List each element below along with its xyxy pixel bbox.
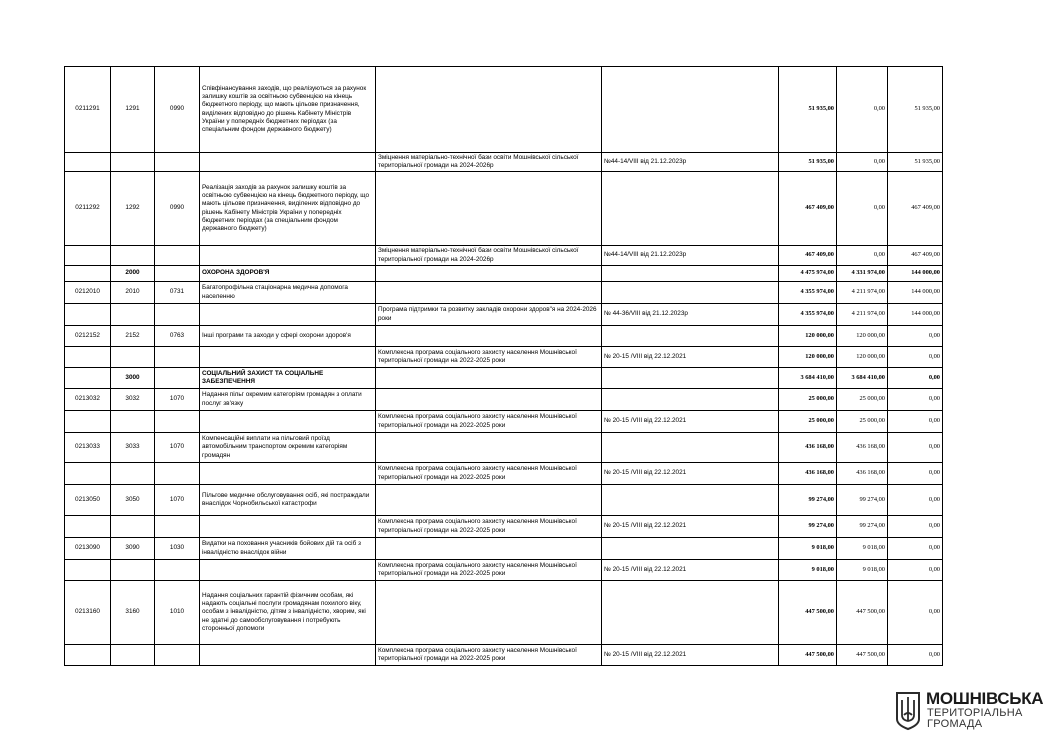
kpk-code-cell: 3032 (111, 389, 155, 411)
approval-document-cell (602, 433, 779, 463)
approval-document-cell: № 20-15 /VIII від 22.12.2021 (602, 645, 779, 666)
special-fund-cell: 0,00 (888, 389, 943, 411)
kpk-code-cell: 2010 (111, 282, 155, 304)
local-program-cell: Комплексна програма соціального захисту населення Мошнівської територіальної громади на 2022-2025 роки (376, 645, 602, 666)
kpk-code-cell (111, 347, 155, 368)
total-amount-cell: 467 409,00 (779, 246, 837, 266)
kfk-code-cell (155, 304, 200, 326)
kfk-code-cell: 1070 (155, 389, 200, 411)
kfk-code-cell (155, 246, 200, 266)
general-fund-cell: 9 018,00 (837, 560, 888, 581)
special-fund-cell: 467 409,00 (888, 246, 943, 266)
kpk-code-cell (111, 516, 155, 538)
local-program-cell: Комплексна програма соціального захисту населення Мошнівської територіальної громади на 2022-2025 роки (376, 560, 602, 581)
kfk-code-cell (155, 153, 200, 172)
local-program-cell (376, 538, 602, 560)
item-name-cell (200, 246, 376, 266)
general-fund-cell: 3 684 410,00 (837, 368, 888, 389)
total-amount-cell: 120 000,00 (779, 326, 837, 347)
kpk-code-cell (111, 463, 155, 485)
item-name-cell (200, 304, 376, 326)
program-code-cell: 0213033 (65, 433, 111, 463)
local-program-cell (376, 266, 602, 282)
general-fund-cell: 25 000,00 (837, 411, 888, 433)
program-code-cell: 0213032 (65, 389, 111, 411)
general-fund-cell: 436 168,00 (837, 463, 888, 485)
general-fund-cell: 120 000,00 (837, 347, 888, 368)
kfk-code-cell (155, 347, 200, 368)
special-fund-cell: 0,00 (888, 368, 943, 389)
general-fund-cell: 0,00 (837, 67, 888, 153)
table-row (65, 326, 943, 347)
special-fund-cell: 0,00 (888, 326, 943, 347)
general-fund-cell: 447 500,00 (837, 645, 888, 666)
kfk-code-cell: 0990 (155, 172, 200, 246)
table-row (65, 153, 943, 172)
local-program-cell: Комплексна програма соціального захисту населення Мошнівської територіальної громади на 2022-2025 роки (376, 411, 602, 433)
item-name-cell (200, 411, 376, 433)
kpk-code-cell: 2152 (111, 326, 155, 347)
kfk-code-cell (155, 645, 200, 666)
total-amount-cell: 99 274,00 (779, 516, 837, 538)
program-code-cell (65, 463, 111, 485)
table-body (65, 67, 943, 666)
kpk-code-cell (111, 411, 155, 433)
kpk-code-cell: 1292 (111, 172, 155, 246)
total-amount-cell: 447 500,00 (779, 645, 837, 666)
logo-subtitle-2: ГРОМАДА (927, 718, 983, 730)
local-program-cell (376, 485, 602, 516)
total-amount-cell: 4 475 974,00 (779, 266, 837, 282)
item-name-cell: Видатки на поховання учасників бойових дій та осіб з інвалідністю внаслідок війни (200, 538, 376, 560)
program-code-cell (65, 560, 111, 581)
approval-document-cell (602, 266, 779, 282)
item-name-cell: Надання соціальних гарантій фізичним особам, які надають соціальні послуги громадянам похилого віку, особам з інвалідністю, дітям з інвалідністю, хворим, які не здатні до самообслуговування і потребують сторонньої допомоги (200, 581, 376, 645)
program-code-cell: 0213160 (65, 581, 111, 645)
program-code-cell (65, 368, 111, 389)
item-name-cell: Пільгове медичне обслуговування осіб, які постраждали внаслідок Чорнобильської катастрофи (200, 485, 376, 516)
kpk-code-cell (111, 645, 155, 666)
approval-document-cell (602, 389, 779, 411)
special-fund-cell: 0,00 (888, 560, 943, 581)
item-name-cell: Компенсаційні виплати на пільговий проїзд автомобільним транспортом окремим категоріям громадян (200, 433, 376, 463)
general-fund-cell: 4 211 974,00 (837, 282, 888, 304)
table-row (65, 581, 943, 645)
local-program-cell (376, 581, 602, 645)
program-code-cell: 0212152 (65, 326, 111, 347)
kfk-code-cell (155, 411, 200, 433)
local-program-cell (376, 389, 602, 411)
total-amount-cell: 436 168,00 (779, 463, 837, 485)
item-name-cell (200, 560, 376, 581)
trident-icon (894, 691, 922, 731)
kpk-code-cell: 1291 (111, 67, 155, 153)
kpk-code-cell: 3000 (111, 368, 155, 389)
total-amount-cell: 9 018,00 (779, 560, 837, 581)
approval-document-cell: № 20-15 /VIII від 22.12.2021 (602, 516, 779, 538)
general-fund-cell: 9 018,00 (837, 538, 888, 560)
total-amount-cell: 436 168,00 (779, 433, 837, 463)
program-code-cell (65, 304, 111, 326)
approval-document-cell (602, 538, 779, 560)
logo-subtitle-1: ТЕРИТОРІАЛЬНА (927, 707, 1023, 719)
item-name-cell (200, 347, 376, 368)
table-row (65, 560, 943, 581)
kfk-code-cell: 0763 (155, 326, 200, 347)
item-name-cell: Інші програми та заходи у сфері охорони здоров'я (200, 326, 376, 347)
item-name-cell: Надання пільг окремим категоріям громадян з оплати послуг зв'язку (200, 389, 376, 411)
item-name-cell (200, 463, 376, 485)
total-amount-cell: 4 355 974,00 (779, 304, 837, 326)
approval-document-cell (602, 485, 779, 516)
total-amount-cell: 4 355 974,00 (779, 282, 837, 304)
total-amount-cell: 25 000,00 (779, 411, 837, 433)
total-amount-cell: 447 500,00 (779, 581, 837, 645)
section-row (65, 266, 943, 282)
general-fund-cell: 0,00 (837, 153, 888, 172)
kfk-code-cell (155, 463, 200, 485)
special-fund-cell: 0,00 (888, 411, 943, 433)
table-row (65, 538, 943, 560)
general-fund-cell: 99 274,00 (837, 516, 888, 538)
table-row (65, 282, 943, 304)
table-row (65, 172, 943, 246)
special-fund-cell: 0,00 (888, 347, 943, 368)
general-fund-cell: 0,00 (837, 246, 888, 266)
local-program-cell: Комплексна програма соціального захисту населення Мошнівської територіальної громади на 2022-2025 роки (376, 516, 602, 538)
total-amount-cell: 25 000,00 (779, 389, 837, 411)
total-amount-cell: 3 684 410,00 (779, 368, 837, 389)
program-code-cell (65, 645, 111, 666)
kpk-code-cell (111, 560, 155, 581)
approval-document-cell (602, 326, 779, 347)
kpk-code-cell: 3090 (111, 538, 155, 560)
item-name-cell (200, 153, 376, 172)
table-row (65, 485, 943, 516)
item-name-cell: Співфінансування заходів, що реалізуються за рахунок залишку коштів за освітньою субвенцією на кінець бюджетного періоду, що мають цільове призначення, виділених відповідно до рішень Кабінету Міністрів України у попередніх бюджетних періодах (за спеціальним фондом державного бюджету) (200, 67, 376, 153)
special-fund-cell: 0,00 (888, 645, 943, 666)
kfk-code-cell (155, 266, 200, 282)
program-code-cell: 0211291 (65, 67, 111, 153)
special-fund-cell: 0,00 (888, 538, 943, 560)
total-amount-cell: 99 274,00 (779, 485, 837, 516)
kpk-code-cell: 2000 (111, 266, 155, 282)
local-program-cell: Зміцнення матеріально-технічної бази освіти Мошнівської сільської територіальної громади на 2024-2026р (376, 246, 602, 266)
total-amount-cell: 467 409,00 (779, 172, 837, 246)
total-amount-cell: 120 000,00 (779, 347, 837, 368)
table-row (65, 347, 943, 368)
kfk-code-cell: 0990 (155, 67, 200, 153)
approval-document-cell: № 20-15 /VIII від 22.12.2021 (602, 463, 779, 485)
kpk-code-cell: 3160 (111, 581, 155, 645)
kfk-code-cell: 0731 (155, 282, 200, 304)
table-row (65, 246, 943, 266)
program-code-cell (65, 516, 111, 538)
program-code-cell (65, 266, 111, 282)
budget-table (64, 66, 943, 666)
general-fund-cell: 25 000,00 (837, 389, 888, 411)
kfk-code-cell: 1070 (155, 433, 200, 463)
special-fund-cell: 144 000,00 (888, 282, 943, 304)
special-fund-cell: 144 000,00 (888, 266, 943, 282)
section-row (65, 368, 943, 389)
approval-document-cell (602, 172, 779, 246)
approval-document-cell (602, 581, 779, 645)
program-code-cell: 0211292 (65, 172, 111, 246)
general-fund-cell: 99 274,00 (837, 485, 888, 516)
general-fund-cell: 436 168,00 (837, 433, 888, 463)
local-program-cell: Зміцнення матеріально-технічної бази освіти Мошнівської сільської територіальної громади на 2024-2026р (376, 153, 602, 172)
special-fund-cell: 144 000,00 (888, 304, 943, 326)
kfk-code-cell (155, 368, 200, 389)
approval-document-cell: №44-14/VIII від 21.12.2023р (602, 153, 779, 172)
table-row (65, 463, 943, 485)
total-amount-cell: 51 935,00 (779, 153, 837, 172)
approval-document-cell: № 20-15 /VIII від 22.12.2021 (602, 347, 779, 368)
kfk-code-cell: 1030 (155, 538, 200, 560)
special-fund-cell: 0,00 (888, 463, 943, 485)
kpk-code-cell: 3050 (111, 485, 155, 516)
local-program-cell (376, 172, 602, 246)
special-fund-cell: 0,00 (888, 516, 943, 538)
local-program-cell (376, 368, 602, 389)
table-row (65, 389, 943, 411)
kpk-code-cell (111, 304, 155, 326)
approval-document-cell (602, 368, 779, 389)
program-code-cell: 0212010 (65, 282, 111, 304)
item-name-cell (200, 516, 376, 538)
kpk-code-cell (111, 246, 155, 266)
approval-document-cell (602, 282, 779, 304)
program-code-cell (65, 411, 111, 433)
logo-title: МОШНІВСЬКА (926, 689, 1044, 708)
item-name-cell (200, 645, 376, 666)
special-fund-cell: 0,00 (888, 485, 943, 516)
approval-document-cell (602, 67, 779, 153)
program-code-cell (65, 153, 111, 172)
program-code-cell: 0213090 (65, 538, 111, 560)
table-row (65, 516, 943, 538)
program-code-cell: 0213050 (65, 485, 111, 516)
approval-document-cell: № 20-15 /VIII від 22.12.2021 (602, 411, 779, 433)
kfk-code-cell: 1070 (155, 485, 200, 516)
item-name-cell: Багатопрофільна стаціонарна медична допомога населенню (200, 282, 376, 304)
table-row (65, 67, 943, 153)
item-name-cell: ОХОРОНА ЗДОРОВ'Я (200, 266, 376, 282)
approval-document-cell: № 20-15 /VIII від 22.12.2021 (602, 560, 779, 581)
special-fund-cell: 467 409,00 (888, 172, 943, 246)
local-program-cell (376, 433, 602, 463)
general-fund-cell: 120 000,00 (837, 326, 888, 347)
special-fund-cell: 0,00 (888, 433, 943, 463)
table-row (65, 411, 943, 433)
local-program-cell (376, 326, 602, 347)
special-fund-cell: 0,00 (888, 581, 943, 645)
program-code-cell (65, 246, 111, 266)
program-code-cell (65, 347, 111, 368)
kpk-code-cell (111, 153, 155, 172)
special-fund-cell: 51 935,00 (888, 153, 943, 172)
total-amount-cell: 9 018,00 (779, 538, 837, 560)
general-fund-cell: 0,00 (837, 172, 888, 246)
table-row (65, 433, 943, 463)
local-program-cell: Комплексна програма соціального захисту населення Мошнівської територіальної громади на 2022-2025 роки (376, 347, 602, 368)
general-fund-cell: 4 211 974,00 (837, 304, 888, 326)
community-logo (894, 688, 1044, 734)
local-program-cell (376, 282, 602, 304)
local-program-cell: Програма підтримки та розвитку закладів охорони здоров"я на 2024-2026 роки (376, 304, 602, 326)
item-name-cell: Реалізація заходів за рахунок залишку коштів за освітньою субвенцією на кінець бюджетного періоду, що мають цільове призначення, виділених відповідно до рішень Кабінету Міністрів України у попередніх бюджетних періодах (за спеціальним фондом державного бюджету) (200, 172, 376, 246)
local-program-cell (376, 67, 602, 153)
table-row (65, 304, 943, 326)
general-fund-cell: 4 331 974,00 (837, 266, 888, 282)
local-program-cell: Комплексна програма соціального захисту населення Мошнівської територіальної громади на 2022-2025 роки (376, 463, 602, 485)
special-fund-cell: 51 935,00 (888, 67, 943, 153)
kfk-code-cell: 1010 (155, 581, 200, 645)
table-row (65, 645, 943, 666)
total-amount-cell: 51 935,00 (779, 67, 837, 153)
approval-document-cell: № 44-36/VIII від 21.12.2023р (602, 304, 779, 326)
general-fund-cell: 447 500,00 (837, 581, 888, 645)
approval-document-cell: №44-14/VIII від 21.12.2023р (602, 246, 779, 266)
kfk-code-cell (155, 516, 200, 538)
item-name-cell: СОЦІАЛЬНИЙ ЗАХИСТ ТА СОЦІАЛЬНЕ ЗАБЕЗПЕЧЕННЯ (200, 368, 376, 389)
kpk-code-cell: 3033 (111, 433, 155, 463)
kfk-code-cell (155, 560, 200, 581)
